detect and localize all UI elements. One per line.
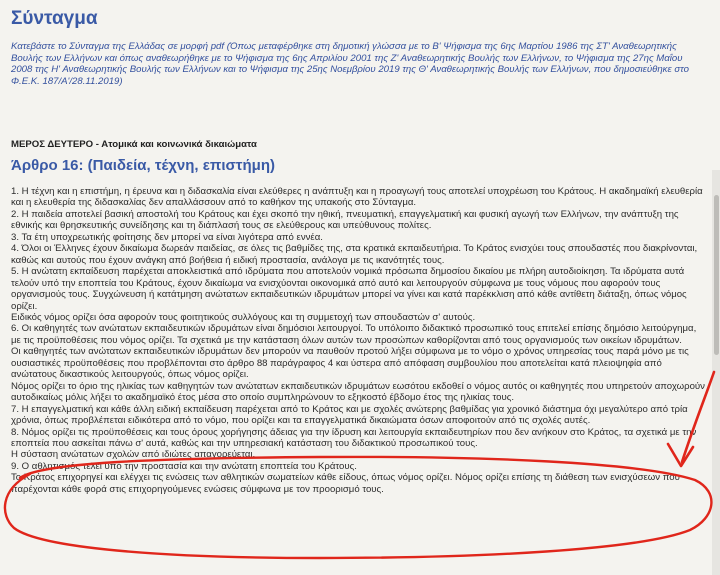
- paragraph: 6. Οι καθηγητές των ανώτατων εκπαιδευτικών ιδρυμάτων είναι δημόσιοι λειτουργοί. Το υπόλοιπο διδακτικό προσωπικό τους επιτελεί επίσης δημόσιο λειτούργημα, με τις προϋποθέσεις που νόμος ορίζει. Τα σχετικά με την κατάσταση όλων αυτών των προσώπων καθορίζονται από τους οργανισμούς των οικείων ιδρυμάτων.: [11, 323, 697, 346]
- paragraph: Νόμος ορίζει το όριο της ηλικίας των καθηγητών των ανώτατων εκπαιδευτικών ιδρυμάτων εωσότου εκδοθεί ο νόμος αυτός οι καθηγητές που υπηρετούν αποχωρούν αυτοδικαίως μόλις λήξει το ακαδημαϊκό έτος μέσα στο οποίο συμπληρώνουν το εξηκοστό έβδομο έτος της ηλικίας τους.: [11, 380, 705, 404]
- article-title: Άρθρο 16: (Παιδεία, τέχνη, επιστήμη): [11, 157, 275, 174]
- article-body: [11, 186, 707, 495]
- paragraph: Η σύσταση ανώτατων σχολών από ιδιώτες απαγορεύεται.: [11, 449, 256, 461]
- scrollbar-thumb[interactable]: [714, 195, 719, 355]
- intro-link[interactable]: Κατεβάστε το Σύνταγμα της Ελλάδας σε μορφή pdf (Όπως μεταφέρθηκε στη δημοτική γλώσσα με το Β' Ψήφισμα της 6ης Μαρτίου 1986 της ΣΤ' Αναθεωρητικής Βουλής των Ελλήνων και όπως αναθεωρήθηκε με το Ψήφισμα της 6ης Απριλίου 2001 της Ζ' Αναθεωρητικής Βουλής των Ελλήνων, το Ψήφισμα της 27ης Μαΐου 2008 της Η' Αναθεωρητικής Βουλής των Ελλήνων και το Ψήφισμα της 25ης Νοεμβρίου 2019 της Θ' Αναθεωρητικής Βουλής των Ελλήνων, που δημοσιεύθηκε στο Φ.Ε.Κ. 187/Α'/28.11.2019): [11, 41, 689, 87]
- paragraph: 7. Η επαγγελματική και κάθε άλλη ειδική εκπαίδευση παρέχεται από το Κράτος και με σχολές ανώτερης βαθμίδας για χρονικό διάστημα όχι μεγαλύτερο από τρία χρόνια, όπως προβλέπεται ειδικότερα από το νόμο, που ορίζει και τα επαγγελματικά δικαιώματα όσων αποφοιτούν από τις σχολές αυτές.: [11, 403, 688, 427]
- paragraph: 8. Νόμος ορίζει τις προϋποθέσεις και τους όρους χορήγησης άδειας για την ίδρυση και λειτουργία εκπαιδευτηρίων που δεν ανήκουν στο Κράτος, τα σχετικά με την εποπτεία που ασκείται πάνω σ' αυτά, καθώς και την υπηρεσιακή κατάσταση του διδακτικού προσωπικού τους.: [11, 426, 697, 449]
- paragraph: 1. Η τέχνη και η επιστήμη, η έρευνα και η διδασκαλία είναι ελεύθερες η ανάπτυξη και η προαγωγή τους αποτελεί υποχρέωση του Κράτους. Η ακαδημαϊκή ελευθερία και η ελευθερία της διδασκαλίας δεν απαλλάσσουν από το καθήκον της υπακοής στο Σύνταγμα.: [11, 186, 703, 209]
- paragraph: 5. Η ανώτατη εκπαίδευση παρέχεται αποκλειστικά από ιδρύματα που αποτελούν νομικά πρόσωπα δημοσίου δικαίου με πλήρη αυτοδιοίκηση. Τα ιδρύματα αυτά τελούν υπό την εποπτεία του Κράτους, έχουν δικαίωμα να ενισχύονται οικονομικά από αυτό και λειτουργούν σύμφωνα με τους νόμους που αφορούν τους οργανισμούς τους. Συγχώνευση ή κατάτμηση ανώτατων εκπαιδευτικών ιδρυμάτων μπορεί να γίνει και κατά παρέκκλιση από κάθε αντίθετη διάταξη, όπως νόμος ορίζει.: [11, 266, 687, 312]
- paragraph: 2. Η παιδεία αποτελεί βασική αποστολή του Κράτους και έχει σκοπό την ηθική, πνευματική, επαγγελματική και φυσική αγωγή των Ελλήνων, την ανάπτυξη της εθνικής και θρησκευτικής συνείδησης και τη διάπλασή τους σε ελεύθερους και υπεύθυνους πολίτες.: [11, 208, 679, 232]
- part-heading: ΜΕΡΟΣ ΔΕΥΤΕΡΟ - Ατομικά και κοινωνικά δικαιώματα: [11, 139, 257, 150]
- paragraph: Ειδικός νόμος ορίζει όσα αφορούν τους φοιτητικούς συλλόγους και τη συμμετοχή των σπουδαστών σ' αυτούς.: [11, 311, 476, 323]
- paragraph: 3. Τα έτη υποχρεωτικής φοίτησης δεν μπορεί να είναι λιγότερα από εννέα.: [11, 231, 323, 243]
- paragraph: Οι καθηγητές των ανώτατων εκπαιδευτικών ιδρυμάτων δεν μπορούν να παυθούν προτού λήξει σύμφωνα με το νόμο ο χρόνος υπηρεσίας τους παρά μόνο με τις ουσιαστικές προϋποθέσεις που προβλέπονται στο άρθρο 88 παράγραφος 4 και ύστερα από απόφαση συμβουλίου που αποτελείται κατά πλειοψηφία από ανώτατους δικαστικούς λειτουργούς, όπως νόμος ορίζει.: [11, 346, 689, 381]
- paragraph: 9. Ο αθλητισμός τελεί υπό την προστασία και την ανώτατη εποπτεία του Κράτους.: [11, 460, 357, 472]
- paragraph: Το Κράτος επιχορηγεί και ελέγχει τις ενώσεις των αθλητικών σωματείων κάθε είδους, όπως νόμος ορίζει. Νόμος ορίζει επίσης τη διάθεση των ενισχύσεων που παρέχονται κάθε φορά στις επιχορηγούμενες ενώσεις σύμφωνα με τον προορισμό τους.: [11, 472, 680, 495]
- page-title: Σύνταγμα: [11, 8, 98, 29]
- paragraph: 4. Όλοι οι Έλληνες έχουν δικαίωμα δωρεάν παιδείας, σε όλες τις βαθμίδες της, στα κρατικά εκπαιδευτήρια. Το Κράτος ενισχύει τους σπουδαστές που διακρίνονται, καθώς και αυτούς που έχουν ανάγκη από βοήθεια ή ειδική προστασία, ανάλογα με τις ικανότητές τους.: [11, 243, 698, 266]
